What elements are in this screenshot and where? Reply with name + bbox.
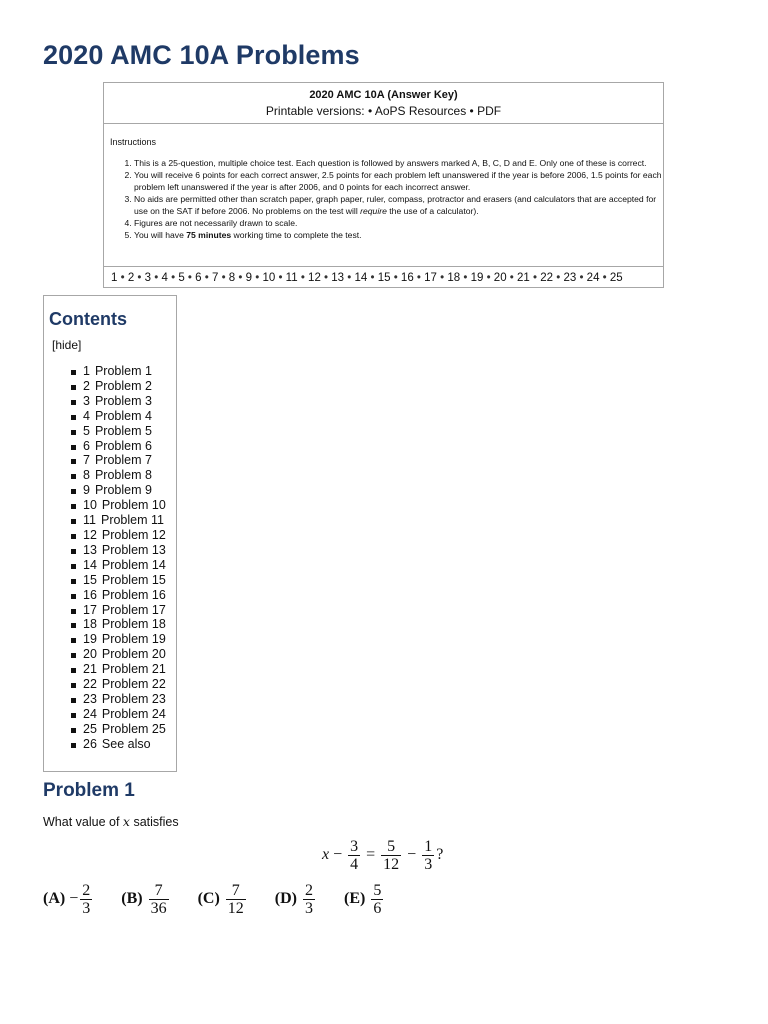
numerator: 1 [424,838,433,855]
question-text: satisfies [129,815,179,829]
problem-nav-link[interactable]: 2 [127,272,135,284]
toc-item-number: 14 [83,557,97,572]
toc-item-link[interactable]: Problem 23 [101,691,166,706]
toc-item-number: 19 [83,632,97,647]
problem-nav-link[interactable]: 14 [354,272,368,284]
toc-item-number: 26 [83,736,97,751]
toc-item-number: 15 [83,572,97,587]
toc-item-number: 3 [83,393,90,408]
choice-sign: − [69,890,79,908]
toc-item-link[interactable]: Problem 20 [101,647,166,662]
denominator: 12 [227,900,244,917]
toc-item[interactable] [70,453,166,468]
toc-item[interactable] [70,647,166,662]
toc-item-number: 6 [83,438,90,453]
toc-item-link[interactable]: Problem 10 [101,498,166,513]
infobox-header [104,83,663,124]
toc-item[interactable] [70,498,166,513]
answer-choice [43,882,94,917]
instruction-item: 2. You will receive 6 points for each correct answer, 2.5 points for each problem left unanswered if the year is before 2006, 1.5 points for each problem left unanswered if the year is after 2006, and 0 points for each incorrect answer. [134,169,662,193]
toc-item-number: 20 [83,647,97,662]
problem-nav-link[interactable]: 13 [331,272,345,284]
toc-item[interactable] [70,394,166,409]
nav-separator: • [134,272,145,284]
toc-item-link[interactable]: Problem 4 [94,408,152,423]
nav-separator: • [599,272,610,284]
nav-separator: • [117,272,128,284]
problem-nav-link[interactable]: 3 [144,272,152,284]
numerator: 5 [373,882,382,899]
nav-separator: • [553,272,564,284]
toc-item[interactable] [70,722,166,737]
problem-nav-link[interactable]: 4 [161,272,168,284]
toc-item-number: 17 [83,602,97,617]
equals-sign: = [366,846,376,864]
fraction [348,838,360,873]
nav-separator: • [235,272,246,284]
choice-fraction [303,882,315,917]
instructions-title: Instructions [110,137,157,147]
problem-nav-link[interactable]: 19 [470,272,484,284]
toc-item-number: 10 [83,498,97,513]
answer-choice [198,882,248,917]
toc-item[interactable] [70,617,166,632]
nav-separator: • [576,272,587,284]
toc-item-number: 18 [83,617,97,632]
nav-separator: • [390,272,401,284]
denominator: 3 [424,856,433,873]
toc-item[interactable] [70,409,166,424]
toc-item-link[interactable]: Problem 24 [101,706,166,721]
toc-item-number: 9 [83,483,90,498]
answer-choice [275,882,317,917]
answer-choice [121,882,170,917]
choice-label: (B) [121,890,143,908]
problem-nav-link[interactable]: 8 [228,272,236,284]
instruction-item: 4. Figures are not necessarily drawn to scale. [134,217,662,229]
toc-item-link[interactable]: Problem 25 [101,721,166,736]
toc-item-link[interactable]: Problem 8 [94,468,152,483]
toc-item-number: 1 [83,364,90,378]
toc-item-number: 21 [83,662,97,677]
table-of-contents [43,295,177,772]
nav-separator: • [344,272,355,284]
toc-list [70,364,166,752]
answer-key-infobox [103,82,664,288]
denominator: 3 [305,900,314,917]
denominator: 12 [383,856,400,873]
instruction-text: the use of a calculator). [386,206,479,216]
numerator: 3 [350,838,359,855]
problem-nav-link[interactable]: 22 [540,272,554,284]
toc-item-link[interactable]: Problem 3 [94,393,152,408]
problem-nav-link[interactable]: 18 [447,272,461,284]
toc-item[interactable] [70,364,166,379]
toc-item-link[interactable]: Problem 13 [101,542,166,557]
toc-item[interactable] [70,543,166,558]
nav-separator: • [436,272,448,284]
denominator: 3 [82,900,91,917]
toc-item-link[interactable]: Problem 15 [101,572,166,587]
toc-item-link[interactable]: Problem 12 [101,527,166,542]
toc-item-number: 16 [83,587,97,602]
instructions-section [104,124,663,267]
printable-versions [104,101,663,118]
numerator: 2 [82,882,91,899]
toc-item-link[interactable]: Problem 1 [94,364,152,378]
numerator: 7 [231,882,240,899]
question-text: What value of [43,815,123,829]
problem-nav-link[interactable]: 15 [377,272,391,284]
numerator: 7 [154,882,163,899]
toc-item[interactable] [70,677,166,692]
infobox-heading[interactable] [104,83,663,101]
problem-nav-link[interactable]: 16 [400,272,414,284]
toc-item-number: 4 [83,408,90,423]
problem-nav-link[interactable]: 11 [285,272,298,284]
nav-separator: • [460,272,471,284]
toc-item-link[interactable]: Problem 14 [101,557,166,572]
toc-item-link[interactable]: Problem 9 [94,483,152,498]
nav-separator: • [201,272,212,284]
problem-nav-link[interactable]: 10 [262,272,276,284]
toc-item-number: 8 [83,468,90,483]
fraction [381,838,401,873]
toc-item-link[interactable]: Problem 21 [101,662,166,677]
problem-nav-link[interactable]: 7 [211,272,219,284]
nav-separator: • [275,272,286,284]
toc-item-number: 11 [83,513,96,528]
nav-separator: • [252,272,263,284]
toc-item[interactable] [70,513,166,528]
fraction [422,838,434,873]
instruction-item [134,229,662,241]
equation-variable: x [322,846,330,864]
instructions-list [122,157,662,241]
instruction-text: No aids are permitted other than scratch paper, graph paper, ruler, compass, protractor and erasers (and calculators that are accepted for use on the SAT if before 2006. No problems on the test will [134,194,657,216]
answer-choice [344,882,385,917]
link-separator: • [466,104,478,118]
nav-separator: • [483,272,494,284]
problem-nav-link[interactable]: 20 [493,272,507,284]
problem-nav-link[interactable]: 1 [111,272,118,284]
question-variable: x [122,814,130,829]
toc-item[interactable] [70,692,166,707]
toc-item[interactable] [70,379,166,394]
toc-item-link[interactable]: See also [101,736,151,751]
page-title: 2020 AMC 10A Problems [43,40,360,70]
toc-item-number: 13 [83,542,97,557]
toc-item-link[interactable]: Problem 5 [94,423,152,438]
toc-item-number: 2 [83,378,90,393]
denominator: 36 [150,900,167,917]
instruction-item: 1. This is a 25-question, multiple choice test. Each question is followed by answers marked A, B, C, D and E. Only one of these is correct. [134,157,662,169]
toc-hide-toggle[interactable]: [hide] [52,338,82,352]
denominator: 6 [373,900,382,917]
problem-nav-link[interactable]: 5 [178,272,185,284]
minus-sign: − [333,846,343,864]
choice-fraction [80,882,92,917]
toc-item[interactable] [70,662,166,677]
toc-item[interactable] [70,707,166,722]
toc-item-number: 25 [83,721,97,736]
toc-item[interactable] [70,603,166,618]
toc-item-link[interactable]: Problem 22 [101,677,166,692]
toc-item[interactable] [70,528,166,543]
toc-item[interactable] [70,468,166,483]
instruction-emphasis: require [360,206,387,216]
pdf-link[interactable]: PDF [477,104,502,118]
choice-label: (D) [274,890,298,908]
problem-1-question [43,814,179,829]
problem-1-heading: Problem 1 [43,780,135,801]
toc-item[interactable] [70,483,166,498]
toc-item-number: 7 [83,453,90,468]
nav-separator: • [413,272,425,284]
toc-item[interactable] [70,737,166,752]
numerator: 5 [387,838,396,855]
nav-separator: • [297,272,309,284]
toc-item-number: 23 [83,691,97,706]
aops-resources-link[interactable]: AoPS Resources [374,104,467,118]
toc-item-link[interactable]: Problem 16 [101,587,166,602]
problem-1-equation [322,838,443,873]
problem-nav-link[interactable]: 25 [609,272,623,284]
problem-nav-link[interactable]: 12 [308,272,321,284]
toc-item[interactable] [70,424,166,439]
nav-separator: • [151,272,162,284]
toc-item-link[interactable]: Problem 2 [94,378,152,393]
toc-item-link[interactable]: Problem 19 [101,632,166,647]
toc-item-number: 22 [83,677,97,692]
choice-fraction [371,882,383,917]
toc-item[interactable] [70,439,166,454]
choice-label: (E) [344,890,366,908]
problem-nav-link[interactable]: 23 [563,272,577,284]
toc-item-link[interactable]: Problem 17 [101,602,166,617]
toc-item-link[interactable]: Problem 11 [100,513,164,528]
problem-nav-link[interactable]: 21 [517,272,530,284]
toc-item-link[interactable]: Problem 7 [94,453,152,468]
toc-item-number: 24 [83,706,97,721]
problem-number-nav [104,267,663,286]
nav-separator: • [320,272,332,284]
nav-separator: • [184,272,196,284]
toc-item-link[interactable]: Problem 6 [94,438,152,453]
nav-separator: • [218,272,229,284]
minus-sign: − [407,846,417,864]
toc-title: Contents [49,309,127,329]
problem-nav-link[interactable]: 24 [586,272,600,284]
problem-nav-link[interactable]: 6 [195,272,202,284]
toc-item-number: 5 [83,423,90,438]
instruction-text: You will have [134,230,187,240]
toc-item[interactable] [70,573,166,588]
nav-separator: • [367,272,378,284]
choice-fraction [149,882,169,917]
toc-item[interactable] [70,558,166,573]
instruction-text: working time to complete the test. [231,230,362,240]
instruction-bold: 75 minutes [186,230,232,240]
numerator: 2 [305,882,314,899]
problem-nav-link[interactable]: 17 [424,272,437,284]
choice-label: (C) [197,890,220,908]
toc-item[interactable] [70,588,166,603]
nav-separator: • [506,272,518,284]
nav-separator: • [529,272,541,284]
answer-key-link[interactable]: 2020 AMC 10A (Answer Key) [309,89,458,101]
toc-item-number: 12 [83,527,97,542]
nav-separator: • [167,272,179,284]
choice-fraction [226,882,246,917]
question-mark: ? [436,846,444,864]
denominator: 4 [350,856,359,873]
problem-nav-link[interactable]: 9 [245,272,253,284]
instruction-item [134,193,662,217]
choice-label: (A) [43,890,66,908]
answer-choices [43,882,412,917]
toc-item-link[interactable]: Problem 18 [101,617,166,632]
toc-item[interactable] [70,632,166,647]
printable-prefix: Printable versions: • [265,104,375,118]
